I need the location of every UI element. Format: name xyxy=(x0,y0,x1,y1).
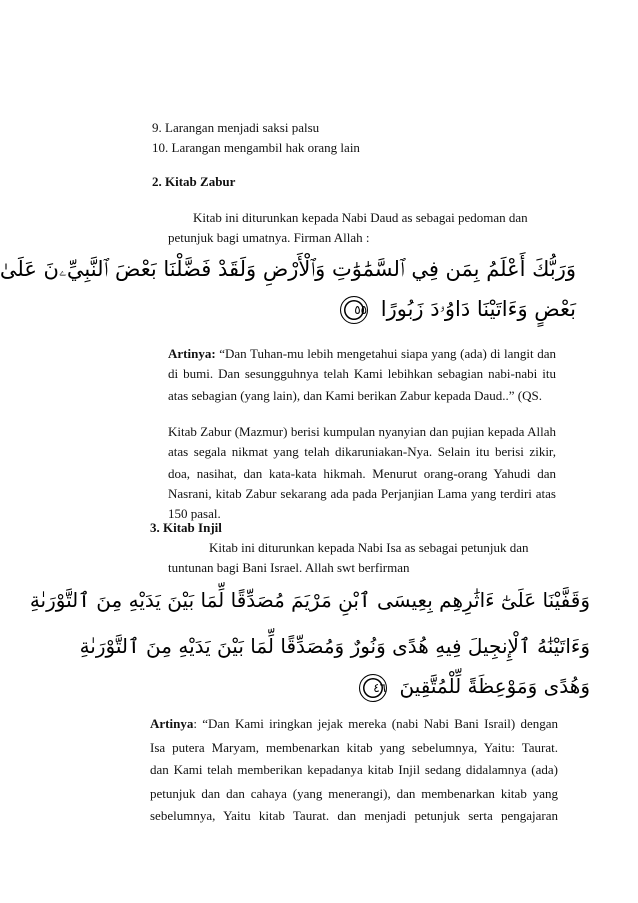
zabur-desc-line-3: doa, nasihat, dan kata-kata hikmah. Menurut orang-orang Yahudi dan xyxy=(168,466,556,481)
injil-artinya-line-2: Isa putera Maryam, membenarkan kitab yang sebelumnya, Yaitu: Taurat. xyxy=(150,740,558,755)
injil-heading: 3. Kitab Injil xyxy=(150,520,222,535)
list-item-10: 10. Larangan mengambil hak orang lain xyxy=(152,140,360,155)
zabur-artinya-line-2: di bumi. Dan sesungguhnya telah Kami lebihkan sebagian nabi-nabi itu xyxy=(168,366,556,381)
injil-artinya-line-3: dan Kami telah memberikan kepadanya kitab Injil sedang didalamnya (ada) xyxy=(150,762,558,777)
injil-artinya-line-4: petunjuk dan dan cahaya (yang menerangi), dan membenarkan kitab yang xyxy=(150,786,558,801)
zabur-desc-line-5: 150 pasal. xyxy=(168,506,221,521)
zabur-desc-line-1: Kitab Zabur (Mazmur) berisi kumpulan nyanyian dan pujian kepada Allah xyxy=(168,424,556,439)
zabur-artinya-text-1: “Dan Tuhan-mu lebih mengetahui siapa yang (ada) di langit dan xyxy=(219,346,556,361)
injil-arabic-line-3: وَهُدًى وَمَوْعِظَةً لِّلْمُتَّقِينَ xyxy=(399,674,590,698)
ayah-number-ornament-icon: ٥٥ xyxy=(340,296,368,324)
injil-artinya-text-1: : “Dan Kami iringkan jejak mereka (nabi Nabi Bani Israil) dengan xyxy=(193,716,558,731)
zabur-heading: 2. Kitab Zabur xyxy=(152,174,236,189)
injil-artinya-label: Artinya xyxy=(150,716,194,731)
injil-intro-line-2: tuntunan bagi Bani Israel. Allah swt berfirman xyxy=(168,560,410,575)
zabur-arabic-line-1: وَرَبُّكَ أَعْلَمُ بِمَن فِي ٱلسَّمَٰوَٰتِ وَٱلْأَرْضِ وَلَقَدْ فَضَّلْنَا بَعْضَ ٱلنَّبِيِّۦنَ عَلَىٰ xyxy=(0,257,576,281)
injil-arabic-line-3-wrap xyxy=(152,666,590,706)
list-item-9: 9. Larangan menjadi saksi palsu xyxy=(152,120,320,135)
zabur-artinya-line-3: atas sebagian (yang lain), dan Kami berikan Zabur kepada Daud..” (QS. xyxy=(168,388,542,403)
injil-arabic-line-1: وَقَفَّيْنَا عَلَىٰٓ ءَاثَٰرِهِم بِعِيسَى ٱبْنِ مَرْيَمَ مُصَدِّقًا لِّمَا بَيْنَ يَدَيْهِ مِنَ ٱلتَّوْرَىٰةِ xyxy=(29,588,590,612)
injil-artinya-line-5: sebelumnya, Yaitu kitab Taurat. dan menjadi petunjuk serta pengajaran xyxy=(150,808,558,823)
zabur-arabic-line-2: بَعْضٍ وَءَاتَيْنَا دَاوُۥدَ زَبُورًا xyxy=(380,297,576,321)
injil-artinya-line-1 xyxy=(150,716,558,732)
injil-intro-line-1: Kitab ini diturunkan kepada Nabi Isa as sebagai petunjuk dan xyxy=(209,540,529,555)
zabur-desc-line-2: atas segala nikmat yang telah dikaruniakan-Nya. Selain itu berisi zikir, xyxy=(168,444,556,459)
ayah-number-ornament-icon: ٤٦ xyxy=(359,674,387,702)
zabur-intro-line-2: petunjuk bagi umatnya. Firman Allah : xyxy=(168,230,370,245)
injil-arabic-line-2: وَءَاتَيْنَٰهُ ٱلْإِنجِيلَ فِيهِ هُدًى وَنُورٌ وَمُصَدِّقًا لِّمَا بَيْنَ يَدَيْهِ مِنَ ٱلتَّوْرَىٰةِ xyxy=(79,634,590,658)
zabur-intro-line-1: Kitab ini diturunkan kepada Nabi Daud as sebagai pedoman dan xyxy=(193,210,528,225)
zabur-arabic-line-2-wrap xyxy=(156,292,576,326)
zabur-desc-line-4: Nasrani, kitab Zabur sekarang ada pada Perjanjian Lama yang terdiri atas xyxy=(168,486,556,501)
zabur-artinya-line-1 xyxy=(168,346,556,362)
zabur-artinya-label: Artinya: xyxy=(168,346,216,361)
